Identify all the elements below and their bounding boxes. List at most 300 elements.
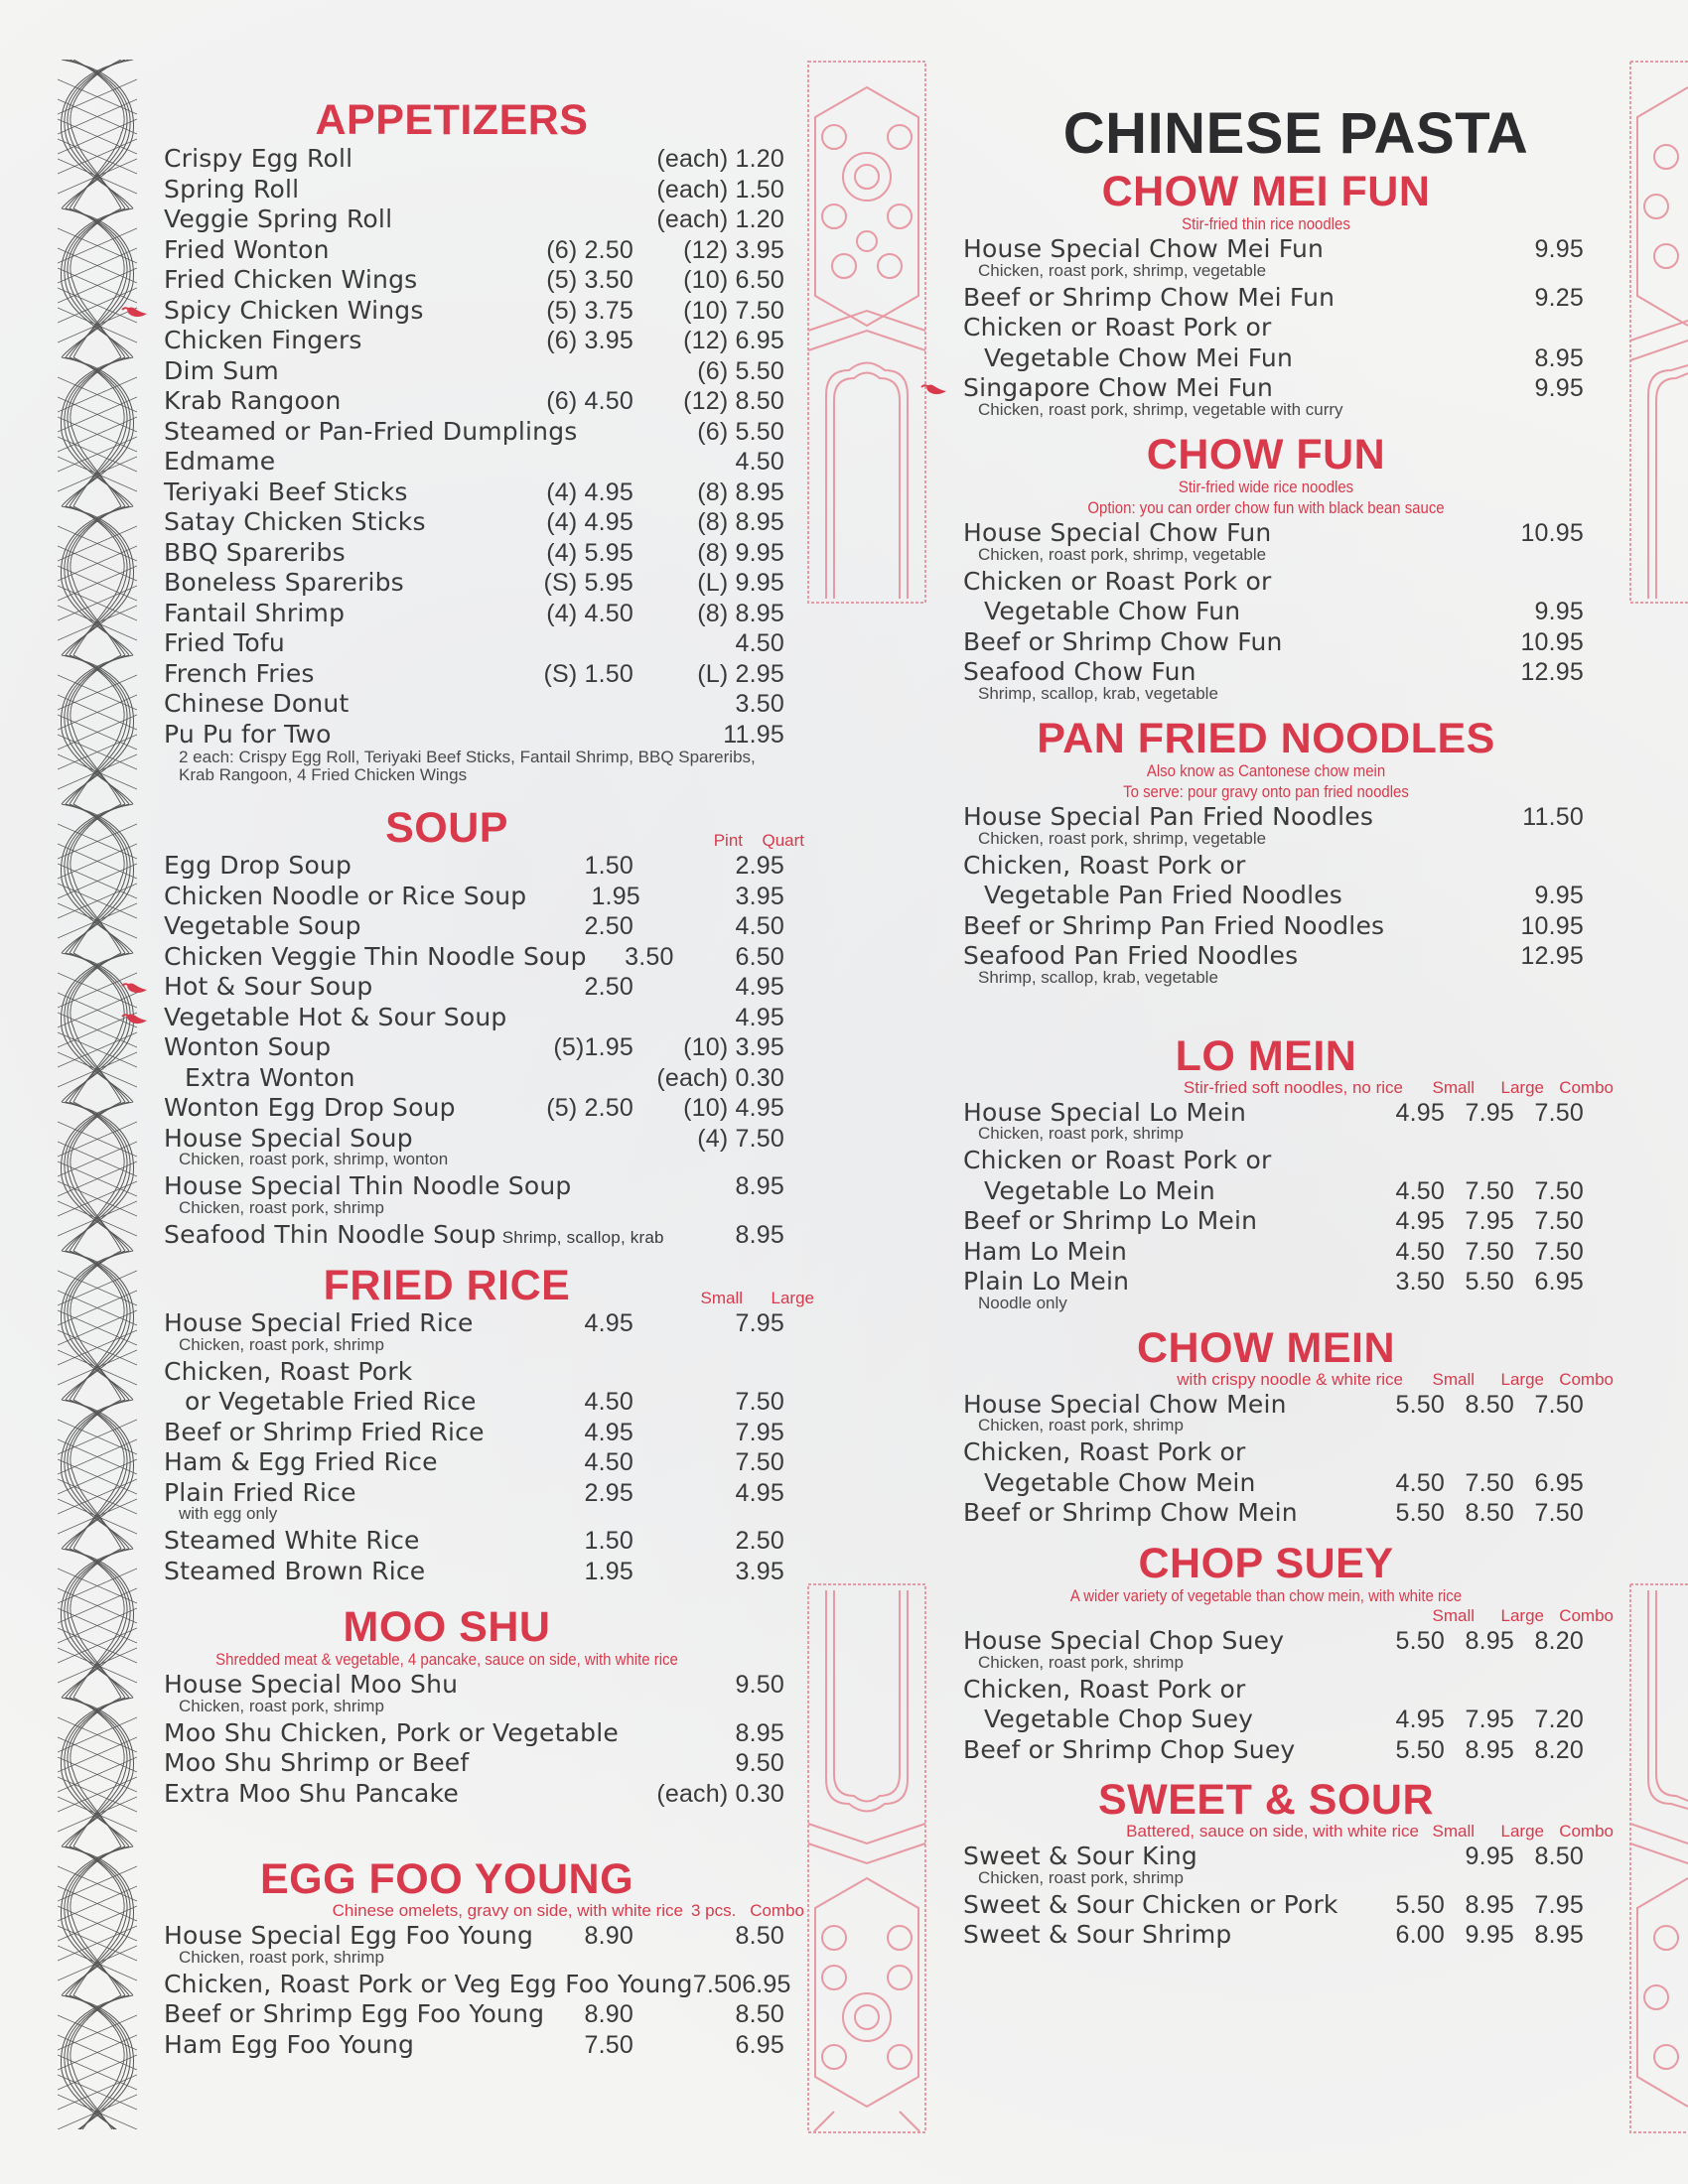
section-subtitle-option: Option: you can order chow fun with black bean sauce xyxy=(1087,498,1445,517)
item-price-p2: (L) 9.95 xyxy=(697,569,784,597)
item-price-price: 10.95 xyxy=(1520,519,1584,548)
item-price-p2: 6.95 xyxy=(735,2030,784,2059)
item-price-c: 7.20 xyxy=(1534,1706,1584,1733)
item-name: Vegetable Chow Mei Fun xyxy=(984,342,1293,372)
item-name: House Special Soup xyxy=(164,1123,413,1153)
item-price-c: 7.50 xyxy=(1534,1390,1584,1419)
item-price-p1: 4.50 xyxy=(584,1448,633,1476)
item-name: Krab Rangoon xyxy=(164,386,342,415)
column-header-large: Large xyxy=(1500,1606,1544,1625)
item-price-c: 8.50 xyxy=(1534,1843,1584,1870)
menu-item-row[interactable] xyxy=(948,1176,1584,1207)
chili-pepper-icon xyxy=(121,1012,147,1025)
item-price-p1: (5)1.95 xyxy=(553,1033,633,1061)
item-price-l: 5.50 xyxy=(1465,1268,1514,1297)
item-name: Chicken, Roast Pork or xyxy=(963,850,1246,880)
item-price-p1: 4.95 xyxy=(584,1418,633,1446)
item-price-s: 4.95 xyxy=(1395,1706,1445,1733)
item-price-s: 5.50 xyxy=(1395,1390,1445,1419)
menu-item-row[interactable] xyxy=(948,597,1584,627)
column-header-combo: Combo xyxy=(1559,1606,1614,1625)
menu-item-row[interactable] xyxy=(948,1920,1584,1951)
menu-item-row[interactable] xyxy=(149,1921,784,1952)
menu-item-row[interactable] xyxy=(948,283,1584,314)
chow-mein-section xyxy=(948,1323,1614,1529)
item-name: Seafood Chow Fun xyxy=(963,657,1196,687)
item-name: Chicken Noodle or Rice Soup xyxy=(164,881,527,910)
item-name: French Fries xyxy=(164,658,315,688)
menu-item-row[interactable] xyxy=(948,1390,1584,1421)
item-price-c: 7.50 xyxy=(1534,1207,1584,1236)
item-name: Pu Pu for Two xyxy=(164,719,332,749)
menu-item-row[interactable] xyxy=(149,235,784,266)
menu-item-row[interactable] xyxy=(948,1735,1584,1766)
item-price-p1: (4) 4.95 xyxy=(546,508,633,536)
column-header-pint: Pint xyxy=(713,831,743,850)
item-name: Chicken, Roast Pork or Veg Egg Foo Young xyxy=(164,1969,693,1998)
item-price-p2: (12) 6.95 xyxy=(683,327,784,354)
moo-shu-section xyxy=(149,1603,784,1809)
chow-mein-list xyxy=(948,1390,1584,1529)
item-description: Chicken, roast pork, shrimp, vegetable xyxy=(978,828,1267,848)
soup-section xyxy=(149,804,804,1253)
item-name: Hot & Sour Soup xyxy=(164,972,373,1001)
menu-item-row[interactable] xyxy=(149,1526,784,1557)
item-price-c: 8.95 xyxy=(1534,1921,1584,1949)
item-price-p1: (5) 3.75 xyxy=(546,296,633,325)
menu-item-row[interactable] xyxy=(149,1093,784,1124)
menu-item-row[interactable] xyxy=(149,659,784,690)
item-price-s: 4.50 xyxy=(1395,1468,1445,1497)
menu-item-row[interactable] xyxy=(149,1387,784,1418)
column-headers xyxy=(948,1370,1614,1390)
item-name: Chicken or Roast Pork or xyxy=(963,566,1272,596)
item-description: Shrimp, scallop, krab, vegetable xyxy=(978,967,1218,987)
item-name: Vegetable Lo Mein xyxy=(984,1175,1215,1205)
menu-item-row[interactable] xyxy=(149,1557,784,1587)
menu-item-row[interactable] xyxy=(149,1032,784,1063)
item-name: Plain Lo Mein xyxy=(963,1267,1130,1297)
item-price-p2: 9.50 xyxy=(735,1749,784,1778)
item-description: Chicken, roast pork, shrimp xyxy=(978,1652,1184,1672)
chow-mei-fun-list xyxy=(948,234,1584,420)
menu-item-row[interactable] xyxy=(149,265,784,296)
item-price-p1: 1.95 xyxy=(591,882,640,910)
item-name: Chicken, Roast Pork xyxy=(164,1356,413,1386)
item-price-p2: (12) 3.95 xyxy=(683,235,784,264)
item-price-p2: 8.95 xyxy=(735,1718,784,1747)
menu-item-row[interactable] xyxy=(149,1308,784,1339)
item-price-s: 5.50 xyxy=(1395,1627,1445,1655)
lo-mein-list xyxy=(948,1098,1584,1313)
floral-ornament-border-icon xyxy=(1626,1580,1688,2136)
column-headers xyxy=(149,1901,804,1921)
menu-item-row[interactable] xyxy=(149,628,784,659)
item-price-p2: (each) 0.30 xyxy=(656,1779,784,1808)
item-name: Satay Chicken Sticks xyxy=(164,507,426,536)
menu-item-row[interactable] xyxy=(149,417,784,448)
item-name: Boneless Spareribs xyxy=(164,568,404,597)
item-name: Vegetable Hot & Sour Soup xyxy=(164,1002,507,1031)
item-name: Beef or Shrimp Egg Foo Young xyxy=(164,1999,545,2029)
item-name: BBQ Spareribs xyxy=(164,537,346,567)
item-price-p2: 2.50 xyxy=(735,1527,784,1555)
item-price-p2: 7.95 xyxy=(735,1418,784,1446)
menu-item-row[interactable] xyxy=(149,538,784,569)
item-name: Chinese Donut xyxy=(164,689,350,718)
item-price-p1: (4) 5.95 xyxy=(546,538,633,567)
menu-item-row[interactable] xyxy=(149,1220,784,1254)
item-price-price: 9.25 xyxy=(1534,283,1584,312)
item-price-price: 9.95 xyxy=(1534,235,1584,264)
chop-suey-section xyxy=(948,1539,1614,1765)
menu-item-row[interactable] xyxy=(948,627,1584,658)
item-price-c: 8.20 xyxy=(1534,1735,1584,1764)
sweet-sour-list xyxy=(948,1842,1584,1951)
section-title: PAN FRIED NOODLES xyxy=(1037,714,1495,762)
menu-item-row[interactable] xyxy=(149,568,784,599)
menu-item-row[interactable] xyxy=(948,657,1584,688)
menu-item-row[interactable] xyxy=(149,1748,784,1779)
item-price-l: 8.50 xyxy=(1465,1499,1514,1528)
column-header-combo: Combo xyxy=(750,1901,804,1921)
chili-pepper-icon xyxy=(121,981,147,995)
menu-item-row[interactable] xyxy=(149,296,784,327)
item-price-p1: 2.95 xyxy=(584,1478,633,1507)
item-name: Chicken or Roast Pork or xyxy=(963,1146,1272,1175)
item-description: Krab Rangoon, 4 Fried Chicken Wings xyxy=(179,765,468,784)
item-price-price: 9.95 xyxy=(1534,598,1584,626)
item-name: Ham & Egg Fried Rice xyxy=(164,1447,438,1476)
menu-item-row[interactable] xyxy=(149,911,784,942)
item-price-p1: 2.50 xyxy=(584,973,633,1001)
item-price-p1: 8.90 xyxy=(584,2000,633,2029)
item-price-p1: (6) 4.50 xyxy=(546,387,633,415)
menu-item-row[interactable] xyxy=(948,373,1584,404)
section-subtitle: Stir-fried wide rice noodles xyxy=(1178,477,1354,496)
menu-item-row[interactable] xyxy=(948,567,1584,598)
item-name: House Special Thin Noodle Soup xyxy=(164,1171,572,1200)
chow-mei-fun-section xyxy=(948,168,1584,420)
item-price-s: 3.50 xyxy=(1395,1268,1445,1297)
item-price-p2: (each) 0.30 xyxy=(656,1063,784,1092)
item-name: Singapore Chow Mei Fun xyxy=(963,373,1274,403)
item-name: or Vegetable Fried Rice xyxy=(185,1387,477,1416)
appetizers-list xyxy=(149,144,784,750)
item-name: House Special Chow Mei Fun xyxy=(963,234,1325,264)
item-price-c: 7.50 xyxy=(1534,1237,1584,1266)
item-name: House Special Chow Mein xyxy=(963,1389,1287,1419)
menu-item-row[interactable] xyxy=(948,851,1584,882)
item-price-c: 8.20 xyxy=(1534,1627,1584,1655)
item-price-c: 7.50 xyxy=(1534,1176,1584,1205)
item-name: Ham Lo Mein xyxy=(963,1236,1128,1266)
section-subtitle: Chinese omelets, gravy on side, with white rice xyxy=(332,1901,683,1921)
item-name: Spring Roll xyxy=(164,174,300,204)
item-price-p2: 4.95 xyxy=(735,973,784,1001)
menu-item-row[interactable] xyxy=(948,1237,1584,1268)
menu-item-row[interactable] xyxy=(948,1206,1584,1237)
menu-item-row[interactable] xyxy=(149,851,784,882)
item-price-p2: (8) 9.95 xyxy=(697,538,784,567)
item-price-l: 7.95 xyxy=(1465,1207,1514,1236)
item-price-p2: 4.50 xyxy=(735,448,784,476)
item-price-p2: (6) 5.50 xyxy=(697,356,784,385)
item-price-p2: (L) 2.95 xyxy=(697,659,784,688)
item-price-p1: (S) 5.95 xyxy=(543,569,633,597)
menu-item-row[interactable] xyxy=(948,1890,1584,1921)
item-description: Shrimp, scallop, krab, vegetable xyxy=(978,683,1218,703)
menu-item-row[interactable] xyxy=(149,882,784,912)
menu-item-row[interactable] xyxy=(948,1468,1584,1499)
item-price-p1: 1.50 xyxy=(584,1527,633,1555)
item-name: House Special Pan Fried Noodles xyxy=(963,802,1374,832)
menu-item-row[interactable] xyxy=(948,1626,1584,1657)
item-description: Chicken, roast pork, shrimp xyxy=(179,1696,384,1715)
menu-item-row[interactable] xyxy=(149,1447,784,1478)
item-name: Beef or Shrimp Chow Fun xyxy=(963,626,1283,656)
menu-item-row[interactable] xyxy=(149,1124,784,1155)
section-title: CHOW FUN xyxy=(1146,430,1386,478)
item-price-p2: (10) 3.95 xyxy=(683,1033,784,1061)
column-headers xyxy=(948,1078,1614,1098)
item-price-price: 12.95 xyxy=(1520,942,1584,971)
menu-item-row[interactable] xyxy=(149,1063,784,1094)
menu-item-row[interactable] xyxy=(948,1498,1584,1529)
moo-shu-list xyxy=(149,1670,784,1809)
chow-fun-list xyxy=(948,518,1584,704)
item-name: Wonton Soup xyxy=(164,1032,332,1061)
item-price-p1: (6) 3.95 xyxy=(546,327,633,354)
menu-item-row[interactable] xyxy=(948,1267,1584,1297)
column-header-3pcs: 3 pcs. xyxy=(691,1901,737,1921)
item-name: Steamed Brown Rice xyxy=(164,1556,426,1585)
chili-pepper-icon xyxy=(920,382,946,396)
menu-item-row[interactable] xyxy=(149,478,784,508)
item-price-price: 11.50 xyxy=(1522,803,1584,832)
menu-item-row[interactable] xyxy=(948,1437,1584,1468)
menu-item-row[interactable] xyxy=(948,1842,1584,1872)
item-name: Chicken or Roast Pork or xyxy=(963,313,1272,342)
menu-item-row[interactable] xyxy=(948,881,1584,911)
item-price-c: 6.95 xyxy=(1534,1268,1584,1297)
item-name: Veggie Spring Roll xyxy=(164,205,393,233)
item-price-price: 8.95 xyxy=(1534,343,1584,372)
item-description: Chicken, roast pork, shrimp, vegetable xyxy=(978,544,1267,564)
item-price-l: 7.50 xyxy=(1465,1176,1514,1205)
section-title: CHOP SUEY xyxy=(1138,1539,1394,1587)
menu-item-row[interactable] xyxy=(149,942,784,973)
column-header-large: Large xyxy=(771,1289,814,1307)
item-name: Beef or Shrimp Chop Suey xyxy=(963,1734,1296,1764)
item-name: Spicy Chicken Wings xyxy=(164,295,424,325)
item-description: Chicken, roast pork, shrimp xyxy=(978,1416,1184,1435)
item-price-p2: 3.50 xyxy=(735,690,784,718)
menu-item-row[interactable] xyxy=(948,1675,1584,1706)
item-name: Sweet & Sour Shrimp xyxy=(963,1920,1232,1949)
item-price-c: 7.95 xyxy=(1534,1890,1584,1919)
menu-item-row[interactable] xyxy=(149,1670,784,1701)
item-price-s: 6.00 xyxy=(1395,1921,1445,1949)
item-name: Vegetable Chow Mein xyxy=(984,1467,1256,1497)
item-price-p2: 4.95 xyxy=(735,1003,784,1031)
item-description: with egg only xyxy=(179,1504,278,1523)
menu-item-row[interactable] xyxy=(948,1146,1584,1176)
menu-item-row[interactable] xyxy=(948,941,1584,972)
menu-item-row[interactable] xyxy=(149,1779,784,1810)
item-description: Chicken, roast pork, shrimp xyxy=(179,1334,384,1354)
menu-item-row[interactable] xyxy=(948,234,1584,265)
column-headers xyxy=(683,1289,814,1308)
floral-ornament-border-icon xyxy=(1626,58,1688,607)
menu-item-row[interactable] xyxy=(948,802,1584,833)
menu-item-row[interactable] xyxy=(149,326,784,356)
column-headers xyxy=(683,831,804,851)
chili-pepper-icon xyxy=(121,305,147,319)
column-header-combo: Combo xyxy=(1559,1369,1614,1389)
item-price-p1: 1.95 xyxy=(584,1557,633,1585)
floral-ornament-border-icon xyxy=(804,1580,929,2136)
menu-item-row[interactable] xyxy=(948,518,1584,549)
column-header-combo: Combo xyxy=(1559,1077,1614,1097)
menu-item-row[interactable] xyxy=(149,1718,784,1749)
menu-item-row[interactable] xyxy=(948,1705,1584,1735)
menu-item-row[interactable] xyxy=(149,720,784,751)
item-price-p2: (10) 4.95 xyxy=(683,1094,784,1122)
item-name: House Special Chop Suey xyxy=(963,1626,1285,1655)
menu-item-row[interactable] xyxy=(149,205,784,235)
item-price-p2: (8) 8.95 xyxy=(697,599,784,627)
item-name: House Special Egg Foo Young xyxy=(164,1921,534,1951)
item-description: 2 each: Crispy Egg Roll, Teriyaki Beef Sticks, Fantail Shrimp, BBQ Spareribs, xyxy=(179,748,756,766)
item-price-l: 7.50 xyxy=(1465,1237,1514,1266)
menu-item-row[interactable] xyxy=(149,1171,784,1202)
menu-item-row[interactable] xyxy=(149,1418,784,1448)
menu-item-row[interactable] xyxy=(948,313,1584,343)
item-name: House Special Lo Mein xyxy=(963,1097,1246,1127)
item-price-p2: 8.95 xyxy=(735,1220,784,1249)
column-headers xyxy=(948,1606,1614,1626)
egg-foo-young-section xyxy=(149,1855,804,2060)
item-name: Vegetable Soup xyxy=(164,911,361,940)
menu-item-row[interactable] xyxy=(948,911,1584,942)
item-price-p1: 3.50 xyxy=(625,942,674,971)
item-name: Seafood Thin Noodle Soup xyxy=(164,1219,496,1249)
item-price-p1: (4) 4.50 xyxy=(546,599,633,627)
item-price-price: 9.95 xyxy=(1534,882,1584,910)
section-subtitle: Also know as Cantonese chow mein xyxy=(1146,760,1386,780)
menu-item-row[interactable] xyxy=(149,144,784,175)
menu-item-row[interactable] xyxy=(149,447,784,478)
section-title: FRIED RICE xyxy=(323,1262,571,1309)
floral-ornament-border-icon xyxy=(804,58,929,607)
pan-fried-noodles-list xyxy=(948,802,1584,988)
sweet-sour-section xyxy=(948,1776,1614,1951)
item-price-p1: (5) 3.50 xyxy=(546,266,633,294)
section-subtitle: Battered, sauce on side, with white rice xyxy=(1126,1822,1419,1841)
item-price-s: 5.50 xyxy=(1395,1735,1445,1764)
item-name: Beef or Shrimp Chow Mei Fun xyxy=(963,282,1336,312)
item-name: Fried Wonton xyxy=(164,234,330,264)
column-header-small: Small xyxy=(1432,1369,1475,1389)
item-price-p2: 4.50 xyxy=(735,912,784,940)
menu-item-row[interactable] xyxy=(149,1969,791,2000)
section-title: LO MEIN xyxy=(1175,1031,1357,1080)
column-headers xyxy=(948,1822,1614,1842)
item-description: Chicken, roast pork, shrimp xyxy=(978,1867,1184,1887)
column-header-small: Small xyxy=(1432,1077,1475,1097)
item-name: House Special Chow Fun xyxy=(963,518,1272,548)
item-name: Extra Wonton xyxy=(185,1062,355,1092)
item-name: Vegetable Chow Fun xyxy=(984,597,1241,626)
section-title: MOO SHU xyxy=(343,1603,551,1651)
item-price-l: 8.95 xyxy=(1465,1735,1514,1764)
menu-item-row[interactable] xyxy=(149,599,784,629)
appetizers-section xyxy=(149,96,784,785)
menu-item-row[interactable] xyxy=(149,175,784,205)
column-header-small: Small xyxy=(1432,1822,1475,1841)
item-name: Edmame xyxy=(164,447,276,476)
item-price-p2: (6) 5.50 xyxy=(697,417,784,446)
column-header-small: Small xyxy=(1432,1606,1475,1625)
item-name: Plain Fried Rice xyxy=(164,1477,356,1507)
menu-item-row[interactable] xyxy=(149,1478,784,1509)
item-price-p1: 4.50 xyxy=(584,1388,633,1416)
menu-item-row[interactable] xyxy=(149,2030,784,2061)
item-price-s: 4.95 xyxy=(1395,1098,1445,1127)
menu-item-row[interactable] xyxy=(149,1357,784,1388)
menu-item-row[interactable] xyxy=(948,343,1584,374)
item-price-s: 4.50 xyxy=(1395,1176,1445,1205)
item-description: Chicken, roast pork, shrimp, vegetable with curry xyxy=(978,399,1343,419)
item-price-s: 5.50 xyxy=(1395,1890,1445,1919)
item-price-price: 9.95 xyxy=(1534,374,1584,403)
menu-item-row[interactable] xyxy=(149,386,784,417)
item-price-c: 6.95 xyxy=(1534,1468,1584,1497)
item-price-l: 7.95 xyxy=(1465,1098,1514,1127)
item-price-p2: 2.95 xyxy=(735,852,784,880)
section-title: EGG FOO YOUNG xyxy=(259,1855,634,1904)
menu-item-row[interactable] xyxy=(149,972,784,1003)
item-inline-description: Shrimp, scallop, krab xyxy=(501,1227,664,1247)
item-name: Teriyaki Beef Sticks xyxy=(164,477,408,506)
item-price-s: 5.50 xyxy=(1395,1499,1445,1528)
item-name: Beef or Shrimp Pan Fried Noodles xyxy=(963,910,1385,940)
section-title: CHOW MEIN xyxy=(1136,1323,1396,1372)
item-description: Chicken, roast pork, shrimp xyxy=(179,1947,384,1967)
menu-item-row[interactable] xyxy=(149,507,784,538)
item-price-p2: (4) 7.50 xyxy=(697,1124,784,1153)
item-price-p2: 6.50 xyxy=(735,942,784,971)
egg-foo-young-list xyxy=(149,1921,791,2060)
menu-item-row[interactable] xyxy=(149,1999,784,2030)
menu-item-row[interactable] xyxy=(149,356,784,387)
menu-item-row[interactable] xyxy=(149,1003,784,1033)
item-price-p2: 4.50 xyxy=(735,629,784,657)
item-price-p2: 3.95 xyxy=(735,882,784,910)
item-price-p1: (S) 1.50 xyxy=(543,659,633,688)
item-name: Wonton Egg Drop Soup xyxy=(164,1093,456,1122)
section-subtitle: Stir-fried thin rice noodles xyxy=(1182,214,1350,233)
menu-item-row[interactable] xyxy=(948,1098,1584,1129)
item-name: Vegetable Pan Fried Noodles xyxy=(984,881,1343,910)
section-subtitle: Shredded meat & vegetable, 4 pancake, sauce on side, with white rice xyxy=(215,1650,678,1669)
spiral-ribbon-border-icon xyxy=(58,60,137,2129)
menu-item-row[interactable] xyxy=(149,689,784,720)
item-name: Beef or Shrimp Fried Rice xyxy=(164,1417,485,1446)
item-description: Chicken, roast pork, shrimp xyxy=(978,1124,1184,1144)
item-price-p2: 6.95 xyxy=(742,1970,791,1998)
